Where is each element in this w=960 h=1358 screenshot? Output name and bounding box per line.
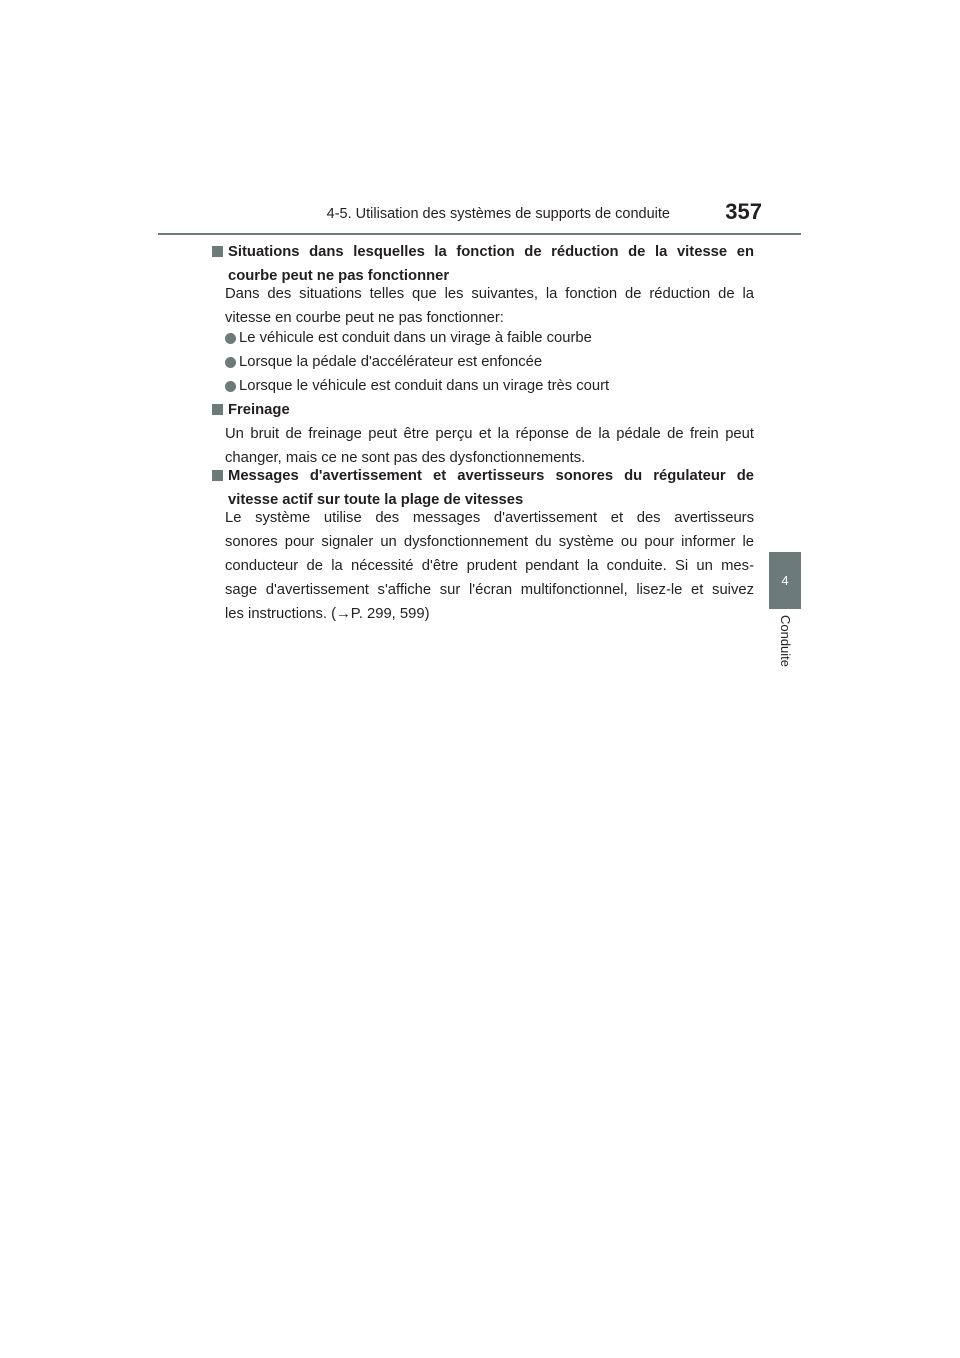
section-heading-warning-messages	[212, 464, 754, 512]
paragraph-line: Dans des situations telles que les suivantes, la fonction de réduction de la	[225, 286, 754, 302]
section-paragraph	[225, 282, 754, 330]
square-bullet-icon	[212, 246, 223, 257]
list-item: Lorsque le véhicule est conduit dans un virage très court	[225, 374, 754, 398]
running-header-title: 4-5. Utilisation des systèmes de supports de conduite	[326, 206, 670, 222]
heading-line: courbe peut ne pas fonctionner	[228, 268, 450, 284]
heading-line: Messages d'avertissement et avertisseurs sonores du régulateur de	[228, 468, 754, 484]
section-heading-braking	[212, 398, 754, 422]
paragraph-line: Le système utilise des messages d'avertissement et des avertisseurs	[225, 510, 754, 526]
paragraph-line: Un bruit de freinage peut être perçu et la réponse de la pédale de frein peut	[225, 426, 754, 442]
paragraph-line: sage d'avertissement s'affiche sur l'écran multifonctionnel, lisez-le et suivez	[225, 582, 754, 598]
round-bullet-icon	[225, 333, 236, 344]
page-number: 357	[725, 199, 762, 224]
header-rule	[158, 233, 801, 235]
paragraph-line: conducteur de la nécessité d'être prudent pendant la conduite. Si un mes-	[225, 558, 754, 574]
section-heading-curve-speed	[212, 240, 754, 288]
square-bullet-icon	[212, 404, 223, 415]
section-paragraph	[225, 422, 754, 470]
paragraph-line: changer, mais ce ne sont pas des dysfonctionnements.	[225, 450, 586, 466]
section-paragraph	[225, 506, 754, 626]
heading-line: Situations dans lesquelles la fonction de réduction de la vitesse en	[228, 244, 754, 260]
chapter-tab	[769, 552, 801, 609]
paragraph-line: les instructions. (→P. 299, 599)	[225, 606, 430, 622]
chapter-label: Conduite	[778, 614, 793, 668]
list-item: Lorsque la pédale d'accélérateur est enfoncée	[225, 350, 754, 374]
heading-line: Freinage	[228, 402, 290, 418]
paragraph-line: vitesse en courbe peut ne pas fonctionner:	[225, 310, 504, 326]
round-bullet-icon	[225, 381, 236, 392]
paragraph-line: sonores pour signaler un dysfonctionnement du système ou pour informer le	[225, 534, 754, 550]
heading-line: vitesse actif sur toute la plage de vitesses	[228, 492, 524, 508]
square-bullet-icon	[212, 470, 223, 481]
list-item: Le véhicule est conduit dans un virage à faible courbe	[225, 326, 754, 350]
round-bullet-icon	[225, 357, 236, 368]
chapter-number: 4	[781, 573, 789, 588]
